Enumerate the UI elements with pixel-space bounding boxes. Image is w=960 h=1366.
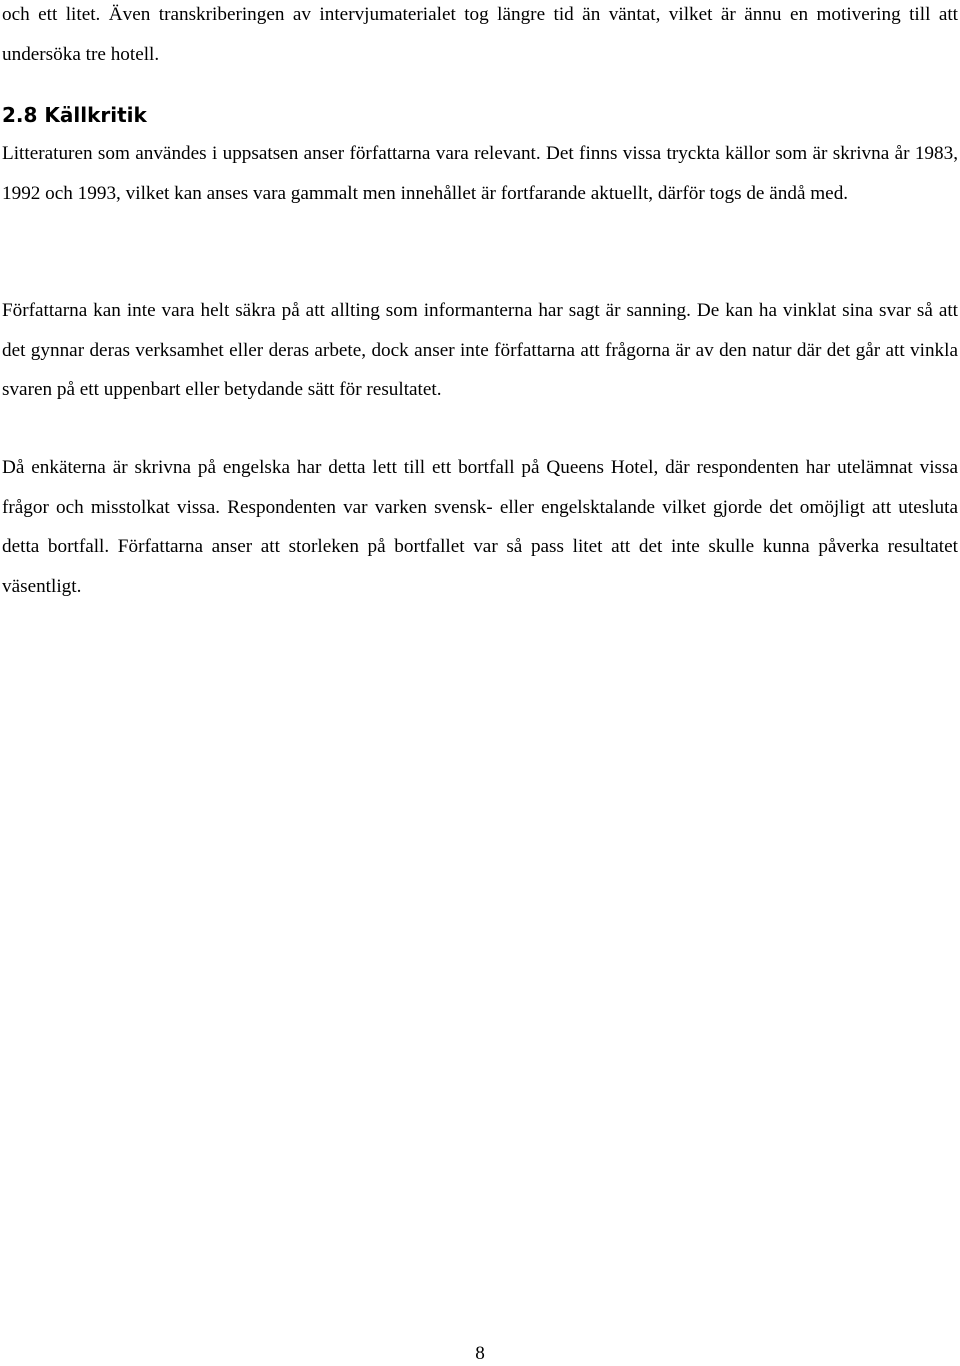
- page-number: 8: [475, 1343, 485, 1364]
- intro-paragraph: och ett litet. Även transkriberingen av intervjumaterialet tog längre tid än väntat, vilket är ännu en motivering till att undersöka tre hotell.: [2, 4, 958, 65]
- paragraph-sources: Litteraturen som användes i uppsatsen anser författarna vara relevant. Det finns vissa tryckta källor som är skrivna år 1983, 1992 och 1993, vilket kan anses vara gammalt men innehållet är fortfarande aktuellt, därför togs de ändå med.: [2, 143, 958, 204]
- paragraph-informants: Författarna kan inte vara helt säkra på att allting som informanterna har sagt är sanning. De kan ha vinklat sina svar så att det gynnar deras verksamhet eller deras arbete, dock anser inte författarna att frågorna är av den natur där det går att vinkla svaren på ett uppenbart eller betydande sätt för resultatet.: [2, 300, 958, 400]
- paragraph-surveys: Då enkäterna är skrivna på engelska har detta lett till ett bortfall på Queens Hotel, där respondenten har utelämnat vissa frågor och misstolkat vissa. Respondenten var varken svensk- eller engelsktalande vilket gjorde det omöjligt att utesluta detta bortfall. Författarna anser att storleken på bortfallet var så pass litet att det inte skulle kunna påverka resultatet väsentligt.: [2, 457, 958, 597]
- section-heading: 2.8 Källkritik: [2, 103, 147, 127]
